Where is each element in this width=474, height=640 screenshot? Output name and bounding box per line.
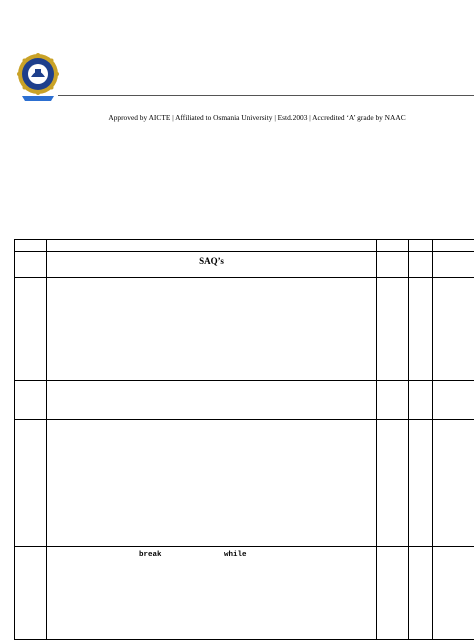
question-cell [47, 547, 377, 640]
table-cell [377, 278, 409, 381]
question-cell [47, 278, 377, 381]
table-cell [409, 381, 433, 420]
table-cell [15, 547, 47, 640]
table-cell [433, 420, 474, 547]
institution-emblem-icon [14, 52, 62, 104]
table-cell [409, 252, 433, 278]
table-cell [409, 420, 433, 547]
table-cell [377, 252, 409, 278]
table-row [15, 381, 474, 420]
table-cell [433, 278, 474, 381]
table-row [15, 547, 474, 640]
question-cell [47, 420, 377, 547]
table-cell [433, 381, 474, 420]
header-divider [58, 95, 474, 96]
table-cell [433, 547, 474, 640]
page-header [0, 0, 474, 130]
keyword-while: while [224, 551, 247, 559]
table-cell [433, 252, 474, 278]
table-cell [409, 278, 433, 381]
table-cell [15, 420, 47, 547]
table-row [15, 420, 474, 547]
table-cell [47, 240, 377, 252]
table-row [15, 252, 474, 278]
table-cell [15, 381, 47, 420]
table-cell [15, 240, 47, 252]
questions-table [14, 239, 474, 640]
table-row [15, 278, 474, 381]
table-header-row [15, 240, 474, 252]
table-cell [409, 547, 433, 640]
table-cell [409, 240, 433, 252]
table-cell [377, 381, 409, 420]
keyword-break: break [139, 551, 162, 559]
question-cell [47, 381, 377, 420]
accreditation-tagline: Approved by AICTE | Affiliated to Osmania University | Estd.2003 | Accredited ‘A’ grade by NAAC [0, 113, 474, 122]
table-cell [377, 547, 409, 640]
table-cell [377, 420, 409, 547]
section-title: SAQ’s [47, 252, 377, 278]
table-cell [15, 278, 47, 381]
table-cell [433, 240, 474, 252]
table-cell [377, 240, 409, 252]
table-cell [15, 252, 47, 278]
